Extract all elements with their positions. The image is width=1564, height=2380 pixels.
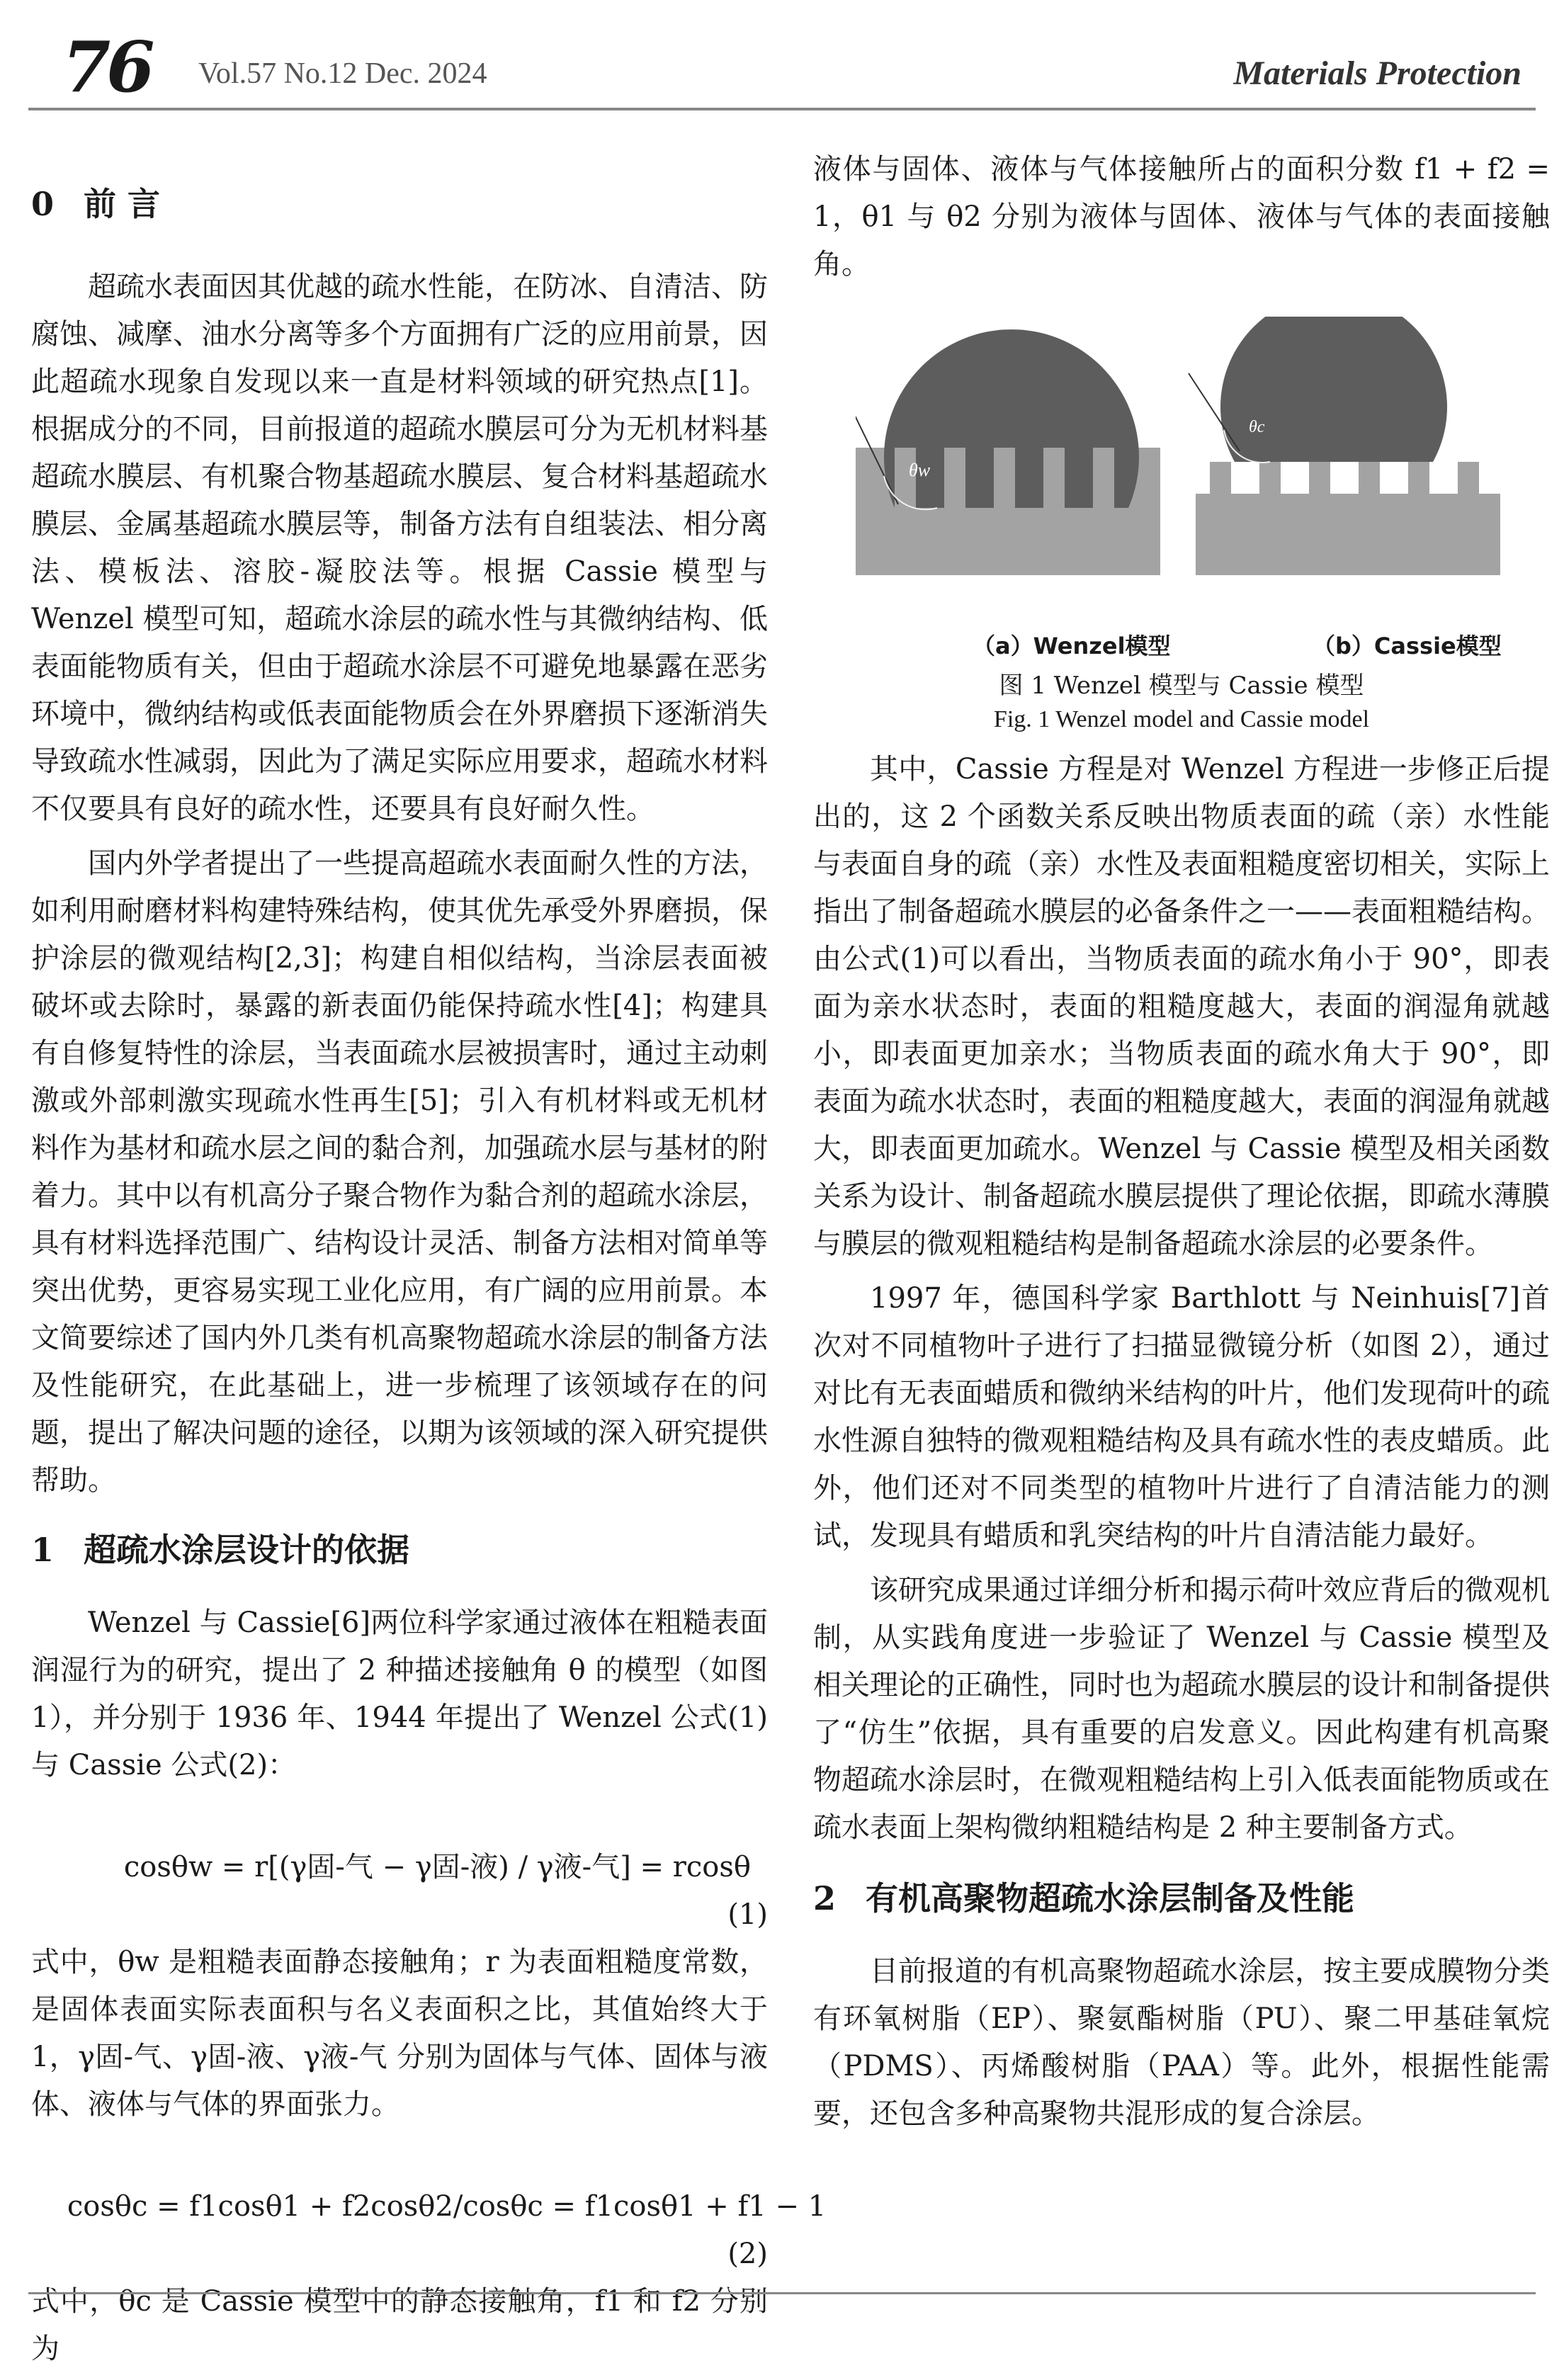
section-2-heading <box>813 1873 1550 1920</box>
equation-2-body: cosθc = f1cosθ1 + f2cosθ2/cosθc = f1cosθ1 + f1 − 1 <box>67 2190 827 2223</box>
paragraph-eq1-explain: 式中，θw 是粗糙表面静态接触角；r 为表面粗糙度常数，是固体表面实际表面积与名义表面积之比，其值始终大于 1，γ固-气、γ固-液、γ液-气 分别为固体与气体、固体与液体、液体与气体的界面张力。 <box>31 1946 768 2121</box>
cassie-angle-label: θc <box>1249 418 1265 436</box>
paragraph-intro-2: 国内外学者提出了一些提高超疏水表面耐久性的方法，如利用耐磨材料构建特殊结构，使其优先承受外界磨损，保护涂层的微观结构[2,3]；构建自相似结构，当涂层表面被破坏或去除时，暴露的新表面仍能保持疏水性[4]；构建具有自修复特性的涂层，当表面疏水层被损害时，通过主动刺激或外部刺激实现疏水性再生[5]；引入有机材料或无机材料作为基材和疏水层之间的黏合剂，加强疏水层与基材的附着力。其中以有机高分子聚合物作为黏合剂的超疏水涂层，具有材料选择范围广、结构设计灵活、制备方法相对简单等突出优势，更容易实现工业化应用，有广阔的应用前景。本文简要综述了国内外几类有机高聚物超疏水涂层的制备方法及性能研究，在此基础上，进一步梳理了该领域存在的问题，提出了解决问题的途径，以期为该领域的深入研究提供帮助。 <box>31 847 768 1497</box>
paragraph-cassie-analysis: 其中，Cassie 方程是对 Wenzel 方程进一步修正后提出的，这 2 个函数关系反映出物质表面的疏（亲）水性能与表面自身的疏（亲）水性及表面粗糙度密切相关，实际上指出了制备超疏水膜层的必备条件之一——表面粗糙结构。由公式(1)可以看出，当物质表面的疏水角小于 90°，即表面为亲水状态时，表面的粗糙度越大，表面的润湿角就越小，即表面更加亲水；当物质表面的疏水角大于 90°，即表面为疏水状态时，表面的粗糙度越大，表面的润湿角就越大，即表面更加疏水。Wenzel 与 Cassie 模型及相关函数关系为设计、制备超疏水膜层提供了理论依据，即疏水薄膜与膜层的微观粗糙结构是制备超疏水涂层的必要条件。 <box>813 753 1550 1260</box>
header-rule <box>28 108 1536 110</box>
issue-info: Vol.57 No.12 Dec. 2024 <box>198 57 487 90</box>
paragraph-eq2-explain: 式中，θc 是 Cassie 模型中的静态接触角，f1 和 f2 分别为 <box>31 2285 768 2365</box>
figure-1-diagram <box>856 317 1564 621</box>
section-0-title: 前 言 <box>84 185 161 223</box>
section-0-heading <box>31 178 768 225</box>
equation-1 <box>31 1796 768 1939</box>
paragraph-intro-1: 超疏水表面因其优越的疏水性能，在防冰、自清洁、防腐蚀、减摩、油水分离等多个方面拥有广泛的应用前景，因此超疏水现象自发现以来一直是材料领域的研究热点[1]。根据成分的不同，目前报道的超疏水膜层可分为无机材料基超疏水膜层、有机聚合物基超疏水膜层、复合材料基超疏水膜层、金属基超疏水膜层等，制备方法有自组装法、相分离法、模板法、溶胶-凝胶法等。根据 Cassie 模型与 Wenzel 模型可知，超疏水涂层的疏水性与其微纳结构、低表面能物质有关，但由于超疏水涂层不可避免地暴露在恶劣环境中，微纳结构或低表面能物质会在外界磨损下逐渐消失导致疏水性减弱，因此为了满足实际应用要求，超疏水材料不仅要具有良好的疏水性，还要具有良好耐久性。 <box>31 271 768 825</box>
paragraph-biomimetic: 该研究成果通过详细分析和揭示荷叶效应背后的微观机制，从实践角度进一步验证了 Wenzel 与 Cassie 模型及相关理论的正确性，同时也为超疏水膜层的设计和制备提供了“仿生”依据，具有重要的启发意义。因此构建有机高聚物超疏水涂层时，在微观粗糙结构上引入低表面能物质或在疏水表面上架构微纳粗糙结构是 2 种主要制备方式。 <box>813 1574 1550 1844</box>
section-0-number: 0 <box>31 185 55 223</box>
wenzel-angle-label: θw <box>909 460 931 480</box>
journal-title: Materials Protection <box>1233 55 1522 92</box>
paragraph-polymer-types: 目前报道的有机高聚物超疏水涂层，按主要成膜物分类有环氧树脂（EP）、聚氨酯树脂（PU）、聚二甲基硅氧烷（PDMS）、丙烯酸树脂（PAA）等。此外，根据性能需要，还包含多种高聚物共混形成的复合涂层。 <box>813 1955 1550 2130</box>
equation-1-body: cosθw = r[(γ固-气 − γ固-液) / γ液-气] = rcosθ <box>123 1851 751 1883</box>
cassie-pillars <box>1210 462 1479 497</box>
section-1-number: 1 <box>31 1531 55 1569</box>
equation-2-number: (2) <box>727 2238 768 2270</box>
right-column <box>813 146 1550 2145</box>
footer-rule <box>28 2292 1536 2294</box>
paragraph-lotus: 1997 年，德国科学家 Barthlott 与 Neinhuis[7]首次对不同植物叶子进行了扫描显微镜分析（如图 2），通过对比有无表面蜡质和微纳米结构的叶片，他们发现荷叶的疏水性源自独特的微观粗糙结构及具有疏水性的表皮蜡质。此外，他们还对不同类型的植物叶片进行了自清洁能力的测试，发现具有蜡质和乳突结构的叶片自清洁能力最好。 <box>813 1282 1550 1552</box>
page-header <box>28 27 1536 108</box>
section-2-title: 有机高聚物超疏水涂层制备及性能 <box>866 1879 1355 1917</box>
figure-1b-caption: （b）Cassie模型 <box>1313 633 1502 659</box>
figure-1-caption-en: Fig. 1 Wenzel model and Cassie model <box>993 706 1370 732</box>
section-1-title: 超疏水涂层设计的依据 <box>84 1531 410 1569</box>
section-2-number: 2 <box>813 1879 837 1917</box>
paragraph-models: Wenzel 与 Cassie[6]两位科学家通过液体在粗糙表面润湿行为的研究，提出了 2 种描述接触角 θ 的模型（如图 1），并分别于 1936 年、1944 年提出了 Wenzel 公式(1)与 Cassie 公式(2)： <box>31 1606 768 1781</box>
paragraph-area-fraction: 液体与固体、液体与气体接触所占的面积分数 f1 + f2 = 1，θ1 与 θ2 分别为液体与固体、液体与气体的表面接触角。 <box>813 153 1550 280</box>
figure-1-caption-cn: 图 1 Wenzel 模型与 Cassie 模型 <box>999 672 1364 700</box>
cassie-droplet <box>1220 317 1447 462</box>
section-1-heading <box>31 1524 768 1571</box>
cassie-model <box>1189 317 1500 575</box>
cassie-substrate <box>1196 494 1500 575</box>
wenzel-model <box>856 329 1160 575</box>
figure-1 <box>813 310 1550 732</box>
figure-1a-caption: （a）Wenzel模型 <box>973 633 1171 659</box>
equation-2 <box>31 2136 827 2278</box>
equation-1-number: (1) <box>727 1898 768 1931</box>
page-number: 76 <box>62 27 151 108</box>
left-column <box>31 150 827 2380</box>
